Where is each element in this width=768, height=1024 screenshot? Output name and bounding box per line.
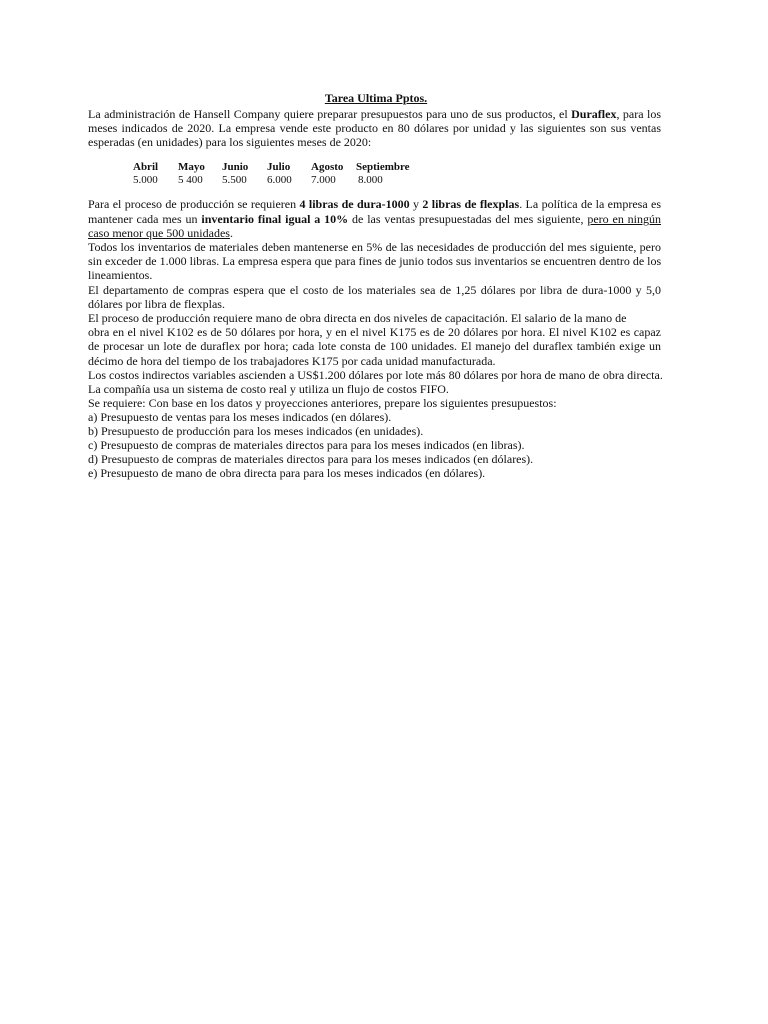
intro-line-2: meses indicados de 2020. La empresa vende este producto en 80 dólares por unidad y las siguientes son sus ventas	[88, 121, 661, 135]
production-text: . La política de la empresa es	[519, 197, 662, 211]
table-header: Mayo	[178, 161, 205, 173]
requirement-a: a) Presupuesto de ventas para los meses indicados (en dólares).	[88, 410, 392, 424]
body-line: Todos los inventarios de materiales deben mantenerse en 5% de las necesidades de producción del mes siguiente, pero	[88, 240, 661, 254]
body-line: lineamientos.	[88, 268, 153, 282]
production-text: Para el proceso de producción se requieren	[88, 197, 300, 211]
intro-line-3: esperadas (en unidades) para los siguientes meses de 2020:	[88, 135, 372, 149]
body-line: Se requiere: Con base en los datos y proyecciones anteriores, prepare los siguientes presupuestos:	[88, 396, 557, 410]
requirement-c: c) Presupuesto de compras de materiales directos para para los meses indicados (en libras).	[88, 438, 525, 452]
table-cell: 7.000	[311, 174, 336, 186]
table-header: Junio	[222, 161, 249, 173]
production-text: de las ventas presupuestadas del mes siguiente,	[348, 212, 588, 226]
intro-text: La administración de Hansell Company quiere preparar presupuestos para uno de sus productos, el	[88, 107, 572, 121]
table-header: Agosto	[311, 161, 344, 173]
intro-text: , para los	[616, 107, 661, 121]
inventory-minimum: caso menor que 500 unidades	[88, 226, 230, 240]
production-line-2	[88, 212, 661, 226]
table-header: Septiembre	[356, 161, 410, 173]
production-text: .	[229, 226, 233, 240]
requirement-d: d) Presupuesto de compras de materiales directos para para los meses indicados (en dólares).	[88, 452, 534, 466]
body-line: El departamento de compras espera que el costo de los materiales sea de 1,25 dólares por libra de dura-1000 y 5,0	[88, 283, 661, 297]
table-header: Abril	[133, 161, 159, 173]
body-line: de procesar un lote de duraflex por hora; cada lote consta de 100 unidades. El manejo del duraflex también exige un	[88, 339, 661, 353]
body-line: sin exceder de 1.000 libras. La empresa espera que para fines de junio todos sus inventarios se encuentren dentro de los	[88, 254, 662, 268]
body-line: El proceso de producción requiere mano de obra directa en dos niveles de capacitación. El salario de la mano de	[88, 311, 627, 325]
table-cell: 8.000	[358, 174, 383, 186]
document-title: Tarea Ultima Pptos.	[324, 91, 428, 105]
requirement-e: e) Presupuesto de mano de obra directa para para los meses indicados (en dólares).	[88, 466, 486, 480]
material-requirement: 2 libras de flexplas	[422, 197, 520, 211]
table-cell: 5 400	[178, 174, 203, 186]
intro-line-1	[88, 107, 661, 121]
body-line: décimo de hora del tiempo de los trabajadores K175 por cada unidad manufacturada.	[88, 354, 496, 368]
table-cell: 6.000	[267, 174, 292, 186]
inventory-minimum: pero en ningún	[587, 212, 662, 226]
material-requirement: 4 libras de dura-1000	[299, 197, 410, 211]
table-header: Julio	[267, 161, 291, 173]
production-text: y	[409, 197, 423, 211]
table-cell: 5.500	[222, 174, 247, 186]
production-line-3	[88, 226, 233, 240]
product-name: Duraflex	[571, 107, 617, 121]
requirement-b: b) Presupuesto de producción para los meses indicados (en unidades).	[88, 424, 424, 438]
production-text: mantener cada mes un	[88, 212, 202, 226]
production-line-1	[88, 197, 661, 211]
body-line: dólares por libra de flexplas.	[88, 297, 225, 311]
inventory-policy: inventario final igual a 10%	[201, 212, 349, 226]
body-line: La compañía usa un sistema de costo real y utiliza un flujo de costos FIFO.	[88, 382, 449, 396]
table-cell: 5.000	[133, 174, 158, 186]
body-line: obra en el nivel K102 es de 50 dólares por hora, y en el nivel K175 es de 20 dólares por hora. El nivel K102 es capaz	[88, 325, 661, 339]
body-line: Los costos indirectos variables ascienden a US$1.200 dólares por lote más 80 dólares por hora de mano de obra directa.	[88, 368, 663, 382]
